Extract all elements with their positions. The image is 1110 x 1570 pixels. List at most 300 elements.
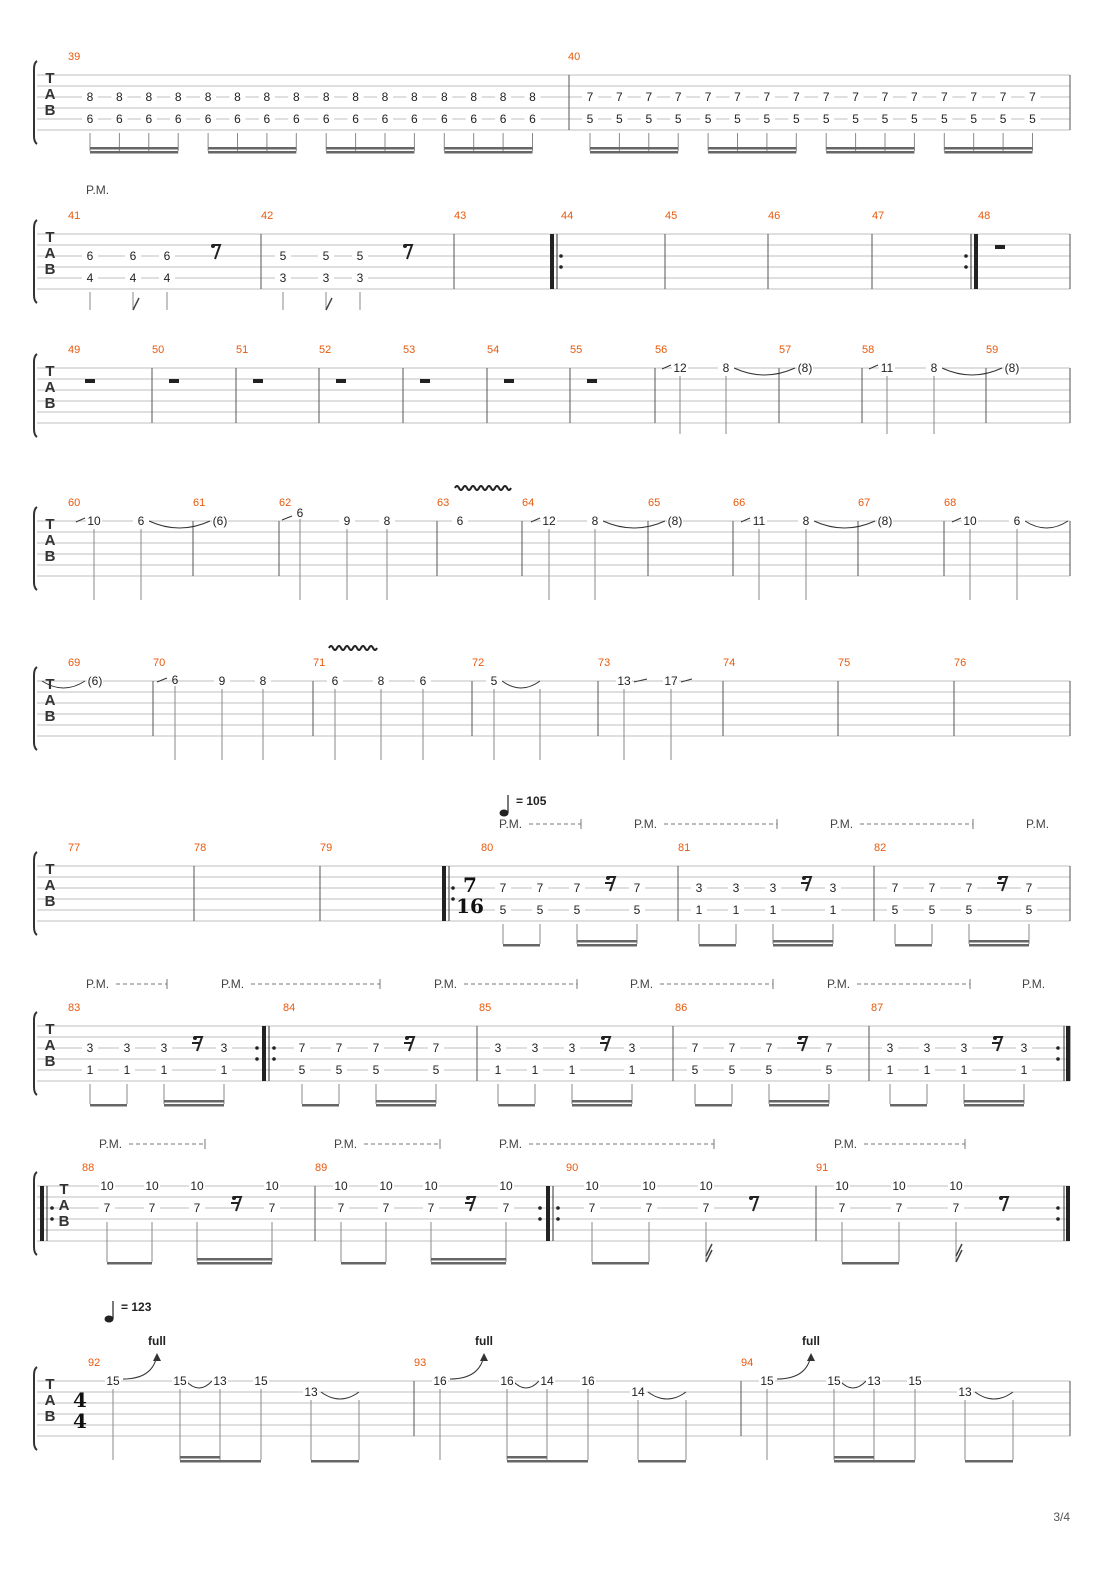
slide-out-mark [681, 679, 692, 682]
measure-number: 75 [838, 657, 851, 669]
measure-number: 54 [487, 344, 500, 356]
tab-clef-letter: A [44, 877, 56, 894]
page-number: 3/4 [1053, 1510, 1070, 1524]
fret-number: 1 [732, 903, 740, 917]
fret-number: 5 [335, 1063, 343, 1077]
pm-label: P.M. [334, 1137, 358, 1151]
tie [814, 521, 875, 528]
beam [708, 147, 796, 150]
fret-number: 5 [536, 903, 544, 917]
beam [834, 1456, 874, 1459]
thick-barline [550, 234, 554, 289]
fret-number: 7 [940, 90, 948, 104]
fret-number: 10 [145, 1179, 159, 1193]
fret-number: 10 [642, 1179, 656, 1193]
fret-number: 1 [568, 1063, 576, 1077]
tab-clef-letter: A [44, 379, 56, 396]
measure-number: 67 [858, 497, 871, 509]
fret-number: 8 [381, 90, 389, 104]
repeat-dot [451, 886, 455, 890]
fret-number: 5 [911, 112, 918, 126]
beam [197, 1262, 272, 1265]
fret-number: 6 [322, 112, 330, 126]
fret-number: 5 [999, 112, 1007, 126]
fret-number: 8 [86, 90, 94, 104]
fret-number: 3 [769, 881, 777, 895]
fret-number: 6 [296, 506, 304, 520]
fret-number: 3 [960, 1041, 968, 1055]
rest-dot [466, 1196, 470, 1200]
fret-number: 8 [470, 90, 478, 104]
beam [326, 147, 414, 150]
beam [577, 944, 637, 947]
fret-number: 3 [1020, 1041, 1028, 1055]
fret-number: 7 [148, 1201, 156, 1215]
fret-number: 10 [949, 1179, 963, 1193]
tab-clef-letter: A [44, 1037, 56, 1054]
measure-number: 60 [68, 497, 81, 509]
fret-number: 5 [928, 903, 936, 917]
fret-number: 6 [352, 112, 359, 126]
fret-number: 12 [542, 514, 556, 528]
beam [431, 1258, 506, 1261]
fret-number: 1 [628, 1063, 636, 1077]
fret-number: 7 [999, 90, 1007, 104]
system-bracket [34, 354, 37, 437]
measure-number: 44 [561, 210, 574, 222]
fret-number: 5 [763, 112, 771, 126]
fret-number: 15 [760, 1374, 774, 1388]
fret-number: 12 [673, 361, 687, 375]
pm-label: P.M. [830, 817, 854, 831]
fret-number: 3 [732, 881, 740, 895]
fret-number: 1 [531, 1063, 539, 1077]
beam [107, 1262, 152, 1265]
measure-number: 58 [862, 344, 875, 356]
fret-number: 3 [322, 271, 330, 285]
fret-number: 5 [298, 1063, 306, 1077]
fret-number: 1 [695, 903, 703, 917]
beam [969, 940, 1029, 943]
fret-number: 5 [792, 112, 800, 126]
tab-clef-letter: B [44, 395, 56, 412]
system-bracket [34, 667, 37, 750]
beam [695, 1104, 732, 1107]
fret-number: 8 [259, 674, 267, 688]
measure-number: 76 [954, 657, 967, 669]
fret-number: 7 [970, 90, 978, 104]
whole-rest [336, 379, 346, 383]
tied-fret: (8) [797, 361, 813, 375]
fret-number: 7 [382, 1201, 390, 1215]
tie [603, 521, 665, 528]
fret-number: 10 [424, 1179, 438, 1193]
fret-number: 3 [923, 1041, 931, 1055]
fret-number: 13 [304, 1385, 318, 1399]
fret-number: 13 [867, 1374, 881, 1388]
fret-number: 6 [234, 112, 241, 126]
quarter-note-glyph [500, 810, 509, 817]
fret-number: 8 [411, 90, 418, 104]
tab-clef-letter: T [45, 1021, 55, 1038]
fret-number: 4 [86, 271, 94, 285]
fret-number: 6 [529, 112, 536, 126]
tied-fret: (8) [877, 514, 893, 528]
fret-number: 8 [802, 514, 810, 528]
fret-number: 5 [852, 112, 859, 126]
beam [708, 151, 796, 154]
repeat-dot [1056, 1057, 1060, 1061]
beam [503, 944, 540, 947]
fret-number: 10 [963, 514, 977, 528]
fret-number: 6 [470, 112, 478, 126]
fret-number: 10 [699, 1179, 713, 1193]
tie [975, 1392, 1013, 1399]
thick-barline [262, 1026, 266, 1081]
repeat-dot [538, 1217, 542, 1221]
beam [376, 1104, 436, 1107]
measure-number: 82 [874, 842, 887, 854]
fret-number: 15 [173, 1374, 187, 1388]
pm-label: P.M. [434, 977, 458, 991]
tempo-value: = 105 [516, 794, 547, 808]
repeat-dot [1056, 1046, 1060, 1050]
fret-number: 7 [268, 1201, 276, 1215]
bend-full-label: full [475, 1334, 493, 1348]
fret-number: 9 [343, 514, 351, 528]
measure-number: 68 [944, 497, 957, 509]
fret-number: 10 [100, 1179, 114, 1193]
thick-barline [1066, 1186, 1070, 1241]
fret-number: 5 [616, 112, 623, 126]
bend-arrowhead [807, 1353, 815, 1361]
rest-dot [405, 1036, 409, 1040]
whole-rest [420, 379, 430, 383]
fret-number: 6 [456, 514, 464, 528]
fret-number: 6 [163, 249, 171, 263]
fret-number: 10 [892, 1179, 906, 1193]
measure-number: 62 [279, 497, 292, 509]
bend-full-label: full [802, 1334, 820, 1348]
bend-arrow [123, 1355, 157, 1379]
fret-number: 6 [174, 112, 182, 126]
measure-number: 85 [479, 1002, 492, 1014]
beam [842, 1262, 899, 1265]
fret-number: 8 [145, 90, 153, 104]
tab-clef-letter: T [45, 363, 55, 380]
measure-number: 48 [978, 210, 991, 222]
tied-fret: (6) [87, 674, 103, 688]
repeat-dot [556, 1217, 560, 1221]
measure-number: 74 [723, 657, 736, 669]
fret-number: 16 [581, 1374, 595, 1388]
fret-number: 5 [940, 112, 948, 126]
measure-number: 59 [986, 344, 999, 356]
fret-number: 4 [163, 271, 171, 285]
tab-clef-letter: A [58, 1197, 70, 1214]
beam [944, 151, 1032, 154]
repeat-dot [255, 1046, 259, 1050]
tab-clef-letter: A [44, 532, 56, 549]
beam [444, 151, 532, 154]
time-sig-top: 4 [73, 1388, 87, 1412]
fret-number: 3 [829, 881, 837, 895]
pm-label: P.M. [86, 977, 110, 991]
fret-number: 13 [958, 1385, 972, 1399]
measure-number: 70 [153, 657, 166, 669]
fret-number: 8 [322, 90, 330, 104]
beam [431, 1262, 506, 1265]
fret-number: 10 [379, 1179, 393, 1193]
fret-number: 7 [427, 1201, 435, 1215]
fret-number: 5 [970, 112, 978, 126]
measure-number: 66 [733, 497, 746, 509]
fret-number: 3 [279, 271, 287, 285]
fret-number: 7 [911, 90, 918, 104]
pm-label: P.M. [1026, 817, 1050, 831]
bend-arrow [450, 1355, 484, 1379]
measure-number: 78 [194, 842, 207, 854]
sixteenth-flag [956, 1244, 962, 1262]
fret-number: 7 [734, 90, 741, 104]
tie [321, 1392, 359, 1399]
fret-number: 7 [337, 1201, 345, 1215]
beam [890, 1104, 927, 1107]
fret-number: 8 [352, 90, 359, 104]
repeat-dot [272, 1057, 276, 1061]
bend-arrow [777, 1355, 811, 1379]
fret-number: 5 [356, 249, 364, 263]
beam [208, 147, 296, 150]
fret-number: 7 [965, 881, 973, 895]
tab-clef-letter: B [58, 1213, 70, 1230]
thick-barline [974, 234, 978, 289]
beam [577, 940, 637, 943]
measure-number: 55 [570, 344, 583, 356]
fret-number: 7 [691, 1041, 699, 1055]
measure-number: 89 [315, 1162, 328, 1174]
fret-number: 10 [190, 1179, 204, 1193]
pm-label: P.M. [834, 1137, 858, 1151]
system-bracket [34, 1367, 37, 1450]
fret-number: 8 [440, 90, 448, 104]
fret-number: 14 [540, 1374, 554, 1388]
rest-dot [993, 1036, 997, 1040]
fret-number: 3 [86, 1041, 94, 1055]
tied-fret: (8) [1004, 361, 1020, 375]
fret-number: 7 [881, 90, 889, 104]
thick-barline [1066, 1026, 1070, 1081]
pm-label: P.M. [499, 1137, 523, 1151]
measure-number: 93 [414, 1357, 427, 1369]
fret-number: 7 [573, 881, 581, 895]
tab-clef-letter: A [44, 86, 56, 103]
fret-number: 6 [204, 112, 212, 126]
system-bracket [34, 507, 37, 590]
beam [834, 1460, 915, 1463]
measure-number: 80 [481, 842, 494, 854]
fret-number: 7 [616, 90, 623, 104]
measure-number: 83 [68, 1002, 81, 1014]
fret-number: 6 [129, 249, 137, 263]
beam [90, 151, 178, 154]
tab-clef-letter: B [44, 102, 56, 119]
fret-number: 5 [573, 903, 581, 917]
fret-number: 8 [174, 90, 182, 104]
fret-number: 7 [792, 90, 800, 104]
repeat-dot [255, 1057, 259, 1061]
fret-number: 3 [886, 1041, 894, 1055]
tab-clef-letter: B [44, 1053, 56, 1070]
beam [590, 147, 678, 150]
fret-number: 8 [383, 514, 391, 528]
fret-number: 8 [591, 514, 599, 528]
fret-number: 8 [263, 90, 271, 104]
fret-number: 11 [880, 361, 894, 375]
fret-number: 5 [822, 112, 830, 126]
fret-number: 6 [1013, 514, 1021, 528]
fret-number: 16 [433, 1374, 447, 1388]
fret-number: 6 [411, 112, 418, 126]
thick-barline [442, 866, 446, 921]
fret-number: 8 [722, 361, 730, 375]
beam [90, 147, 178, 150]
beam [590, 151, 678, 154]
pm-label: P.M. [499, 817, 523, 831]
beam [592, 1262, 649, 1265]
slide-in-mark [282, 516, 292, 520]
fret-number: 1 [123, 1063, 131, 1077]
fret-number: 5 [1025, 903, 1033, 917]
fret-number: 10 [585, 1179, 599, 1193]
rest-dot [232, 1196, 236, 1200]
fret-number: 5 [586, 112, 594, 126]
fret-number: 5 [881, 112, 889, 126]
whole-rest [169, 379, 179, 383]
fret-number: 6 [86, 112, 94, 126]
repeat-dot [272, 1046, 276, 1050]
fret-number: 3 [695, 881, 703, 895]
measure-number: 50 [152, 344, 165, 356]
slide-mark [634, 679, 647, 682]
fret-number: 5 [691, 1063, 699, 1077]
rest-dot [606, 876, 610, 880]
fret-number: 15 [827, 1374, 841, 1388]
measure-number: 91 [816, 1162, 829, 1174]
bend-arrowhead [480, 1353, 488, 1361]
fret-number: 1 [220, 1063, 228, 1077]
fret-number: 13 [213, 1374, 227, 1388]
fret-number: 15 [908, 1374, 922, 1388]
tie [149, 521, 210, 528]
pm-label: P.M. [630, 977, 654, 991]
tab-clef-letter: T [45, 861, 55, 878]
fret-number: 5 [490, 674, 498, 688]
time-sig-top: 7 [463, 873, 477, 897]
fret-number: 3 [531, 1041, 539, 1055]
whole-rest [504, 379, 514, 383]
beam [944, 147, 1032, 150]
slide-in-mark [531, 518, 540, 522]
fret-number: 10 [499, 1179, 513, 1193]
pm-label: P.M. [221, 977, 245, 991]
fret-number: 14 [631, 1385, 645, 1399]
measure-number: 43 [454, 210, 467, 222]
measure-number: 81 [678, 842, 691, 854]
repeat-dot [50, 1206, 54, 1210]
fret-number: 7 [298, 1041, 306, 1055]
fret-number: 5 [633, 903, 641, 917]
fret-number: 8 [204, 90, 212, 104]
fret-number: 7 [335, 1041, 343, 1055]
tab-clef-letter: T [45, 516, 55, 533]
fret-number: 8 [930, 361, 938, 375]
tab-clef-letter: B [44, 893, 56, 910]
beam [826, 147, 914, 150]
fret-number: 5 [322, 249, 330, 263]
tab-clef-letter: T [45, 70, 55, 87]
measure-number: 61 [193, 497, 206, 509]
fret-number: 7 [633, 881, 641, 895]
fret-number: 7 [952, 1201, 960, 1215]
fret-number: 5 [891, 903, 899, 917]
tie [648, 1392, 686, 1399]
tempo-value: = 123 [121, 1300, 152, 1314]
fret-number: 7 [825, 1041, 833, 1055]
fret-number: 7 [103, 1201, 111, 1215]
fret-number: 7 [704, 90, 712, 104]
fret-number: 5 [965, 903, 973, 917]
beam [498, 1104, 535, 1107]
rest-dot [211, 244, 215, 248]
beam [302, 1104, 339, 1107]
beam [180, 1456, 220, 1459]
whole-rest [587, 379, 597, 383]
system-bracket [34, 61, 37, 144]
measure-number: 53 [403, 344, 416, 356]
measure-number: 94 [741, 1357, 754, 1369]
fret-number: 8 [499, 90, 507, 104]
fret-number: 9 [218, 674, 226, 688]
slide-in-mark [76, 518, 85, 522]
beam [572, 1100, 632, 1103]
measure-number: 63 [437, 497, 450, 509]
time-sig-bottom: 4 [73, 1409, 87, 1433]
fret-number: 15 [106, 1374, 120, 1388]
rest-dot [749, 1196, 753, 1200]
measure-number: 47 [872, 210, 885, 222]
fret-number: 8 [116, 90, 123, 104]
whole-rest [995, 245, 1005, 249]
fret-number: 1 [494, 1063, 502, 1077]
measure-number: 86 [675, 1002, 688, 1014]
measure-number: 46 [768, 210, 781, 222]
fret-number: 7 [536, 881, 544, 895]
repeat-dot [451, 897, 455, 901]
time-sig-bottom: 16 [456, 894, 484, 918]
measure-number: 73 [598, 657, 611, 669]
measure-number: 69 [68, 657, 81, 669]
beam [326, 151, 414, 154]
vibrato-mark [329, 646, 377, 650]
beam [341, 1262, 386, 1265]
rest-dot [798, 1036, 802, 1040]
fret-number: 15 [254, 1374, 268, 1388]
fret-number: 3 [123, 1041, 131, 1055]
fret-number: 5 [825, 1063, 833, 1077]
tied-fret: (6) [212, 514, 228, 528]
beam [638, 1460, 686, 1463]
